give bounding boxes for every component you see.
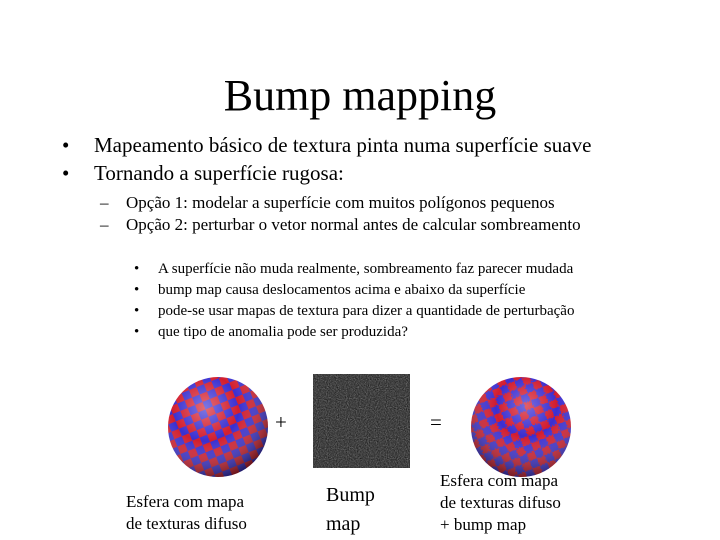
caption-left-line-2: de texturas difuso	[126, 514, 247, 533]
bullet-text: Tornando a superfície rugosa:	[94, 161, 344, 185]
bump-map-image	[313, 374, 410, 468]
sub-sub-bullet-text: que tipo de anomalia pode ser produzida?	[158, 324, 408, 340]
sub-sub-bullet-3	[134, 301, 574, 322]
sphere-bumped-image	[468, 374, 574, 480]
equals-sign: =	[430, 410, 442, 434]
sub-sub-bullet-marker: •	[134, 324, 140, 340]
plus-sign: +	[275, 410, 287, 434]
bullet-marker: •	[62, 161, 70, 185]
sub-sub-bullet-2	[134, 280, 525, 301]
bullet-marker: •	[62, 133, 70, 157]
caption-left-line-1: Esfera com mapa	[126, 492, 244, 511]
sub-bullet-text: Opção 2: perturbar o vetor normal antes de calcular sombreamento	[126, 215, 581, 234]
bullet-text: Mapeamento básico de textura pinta numa superfície suave	[94, 133, 592, 157]
sub-bullet-marker: –	[100, 215, 109, 234]
caption-mid-line-1: Bump	[326, 484, 375, 506]
caption-right-line-1: Esfera com mapa	[440, 471, 558, 490]
sub-sub-bullet-4	[134, 322, 408, 343]
sub-sub-bullet-marker: •	[134, 261, 140, 277]
bullet-1	[62, 132, 591, 158]
sub-bullet-text: Opção 1: modelar a superfície com muitos polígonos pequenos	[126, 193, 555, 212]
sub-bullet-2	[100, 214, 581, 236]
sub-sub-bullet-1	[134, 259, 573, 280]
bullet-2	[62, 160, 344, 186]
sub-sub-bullet-marker: •	[134, 282, 140, 298]
slide-title: Bump mapping	[223, 71, 497, 120]
sphere-diffuse-image	[165, 374, 271, 480]
sub-sub-bullet-text: pode-se usar mapas de textura para dizer a quantidade de perturbação	[158, 303, 575, 319]
sub-sub-bullet-marker: •	[134, 303, 140, 319]
sub-bullet-marker: –	[100, 193, 109, 212]
sub-sub-bullet-text: bump map causa deslocamentos acima e abaixo da superfície	[158, 282, 526, 298]
caption-mid-line-2: map	[326, 513, 361, 535]
sub-sub-bullet-text: A superfície não muda realmente, sombreamento faz parecer mudada	[158, 261, 574, 277]
sub-bullet-1	[100, 192, 555, 214]
caption-right-line-2: de texturas difuso	[440, 493, 561, 512]
caption-right-line-3: + bump map	[440, 515, 527, 534]
